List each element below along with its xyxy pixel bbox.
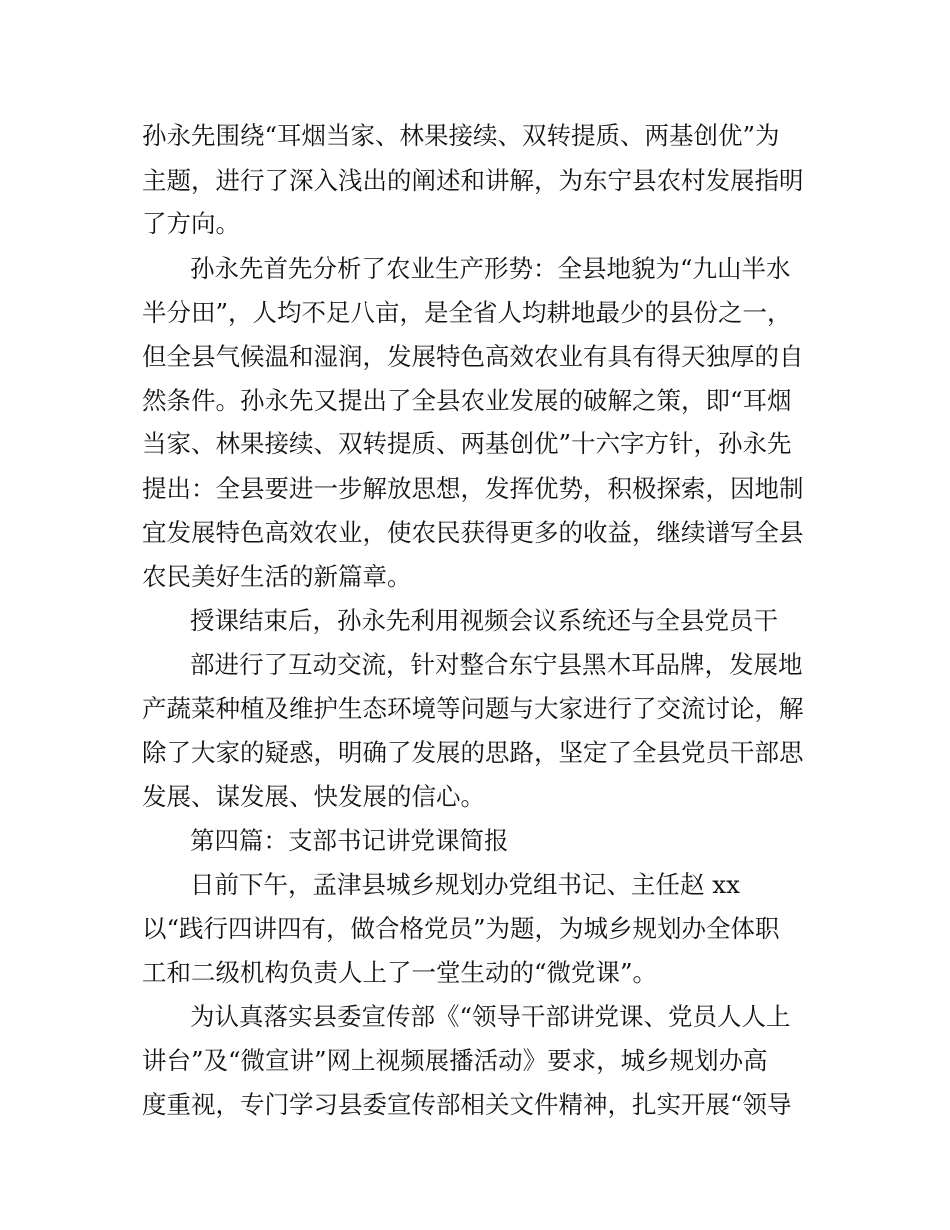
text-line: 半分田”，人均不足八亩，是全省人均耕地最少的县份之一， (142, 298, 792, 327)
text-line: 当家、林果接续、双转提质、两基创优”十六字方针，孙永先 (142, 429, 792, 458)
text-line: 提出：全县要进一步解放思想，发挥优势，积极探索，因地制 (142, 474, 804, 503)
text-line: 发展、谋发展、快发展的信心。 (142, 782, 485, 811)
text-line: 宜发展特色高效农业，使农民获得更多的收益，继续谱写全县 (142, 518, 804, 547)
text-line: 主题，进行了深入浅出的阐述和讲解，为东宁县农村发展指明 (142, 166, 804, 195)
text-line: 但全县气候温和湿润，发展特色高效农业有具有得天独厚的自 (142, 342, 804, 371)
text-line: 孙永先围绕“耳烟当家、林果接续、双转提质、两基创优”为 (142, 121, 780, 150)
text-line: 部进行了互动交流，针对整合东宁县黑木耳品牌，发展地 (190, 650, 803, 679)
text-line: 除了大家的疑惑，明确了发展的思路，坚定了全县党员干部思 (142, 738, 804, 767)
text-line: 产蔬菜种植及维护生态环境等问题与大家进行了交流讨论，解 (142, 694, 804, 723)
section-heading: 第四篇：支部书记讲党课简报 (190, 826, 509, 855)
text-line: 然条件。孙永先又提出了全县农业发展的破解之策，即“耳烟 (142, 386, 792, 415)
text-line: 为认真落实县委宣传部《“领导干部讲党课、党员人人上 (190, 1002, 791, 1031)
text-line: 以“践行四讲四有，做合格党员”为题，为城乡规划办全体职 (142, 914, 780, 943)
text-line: 工和二级机构负责人上了一堂生动的“微党课”。 (142, 958, 658, 987)
text-line: 讲台”及“微宣讲”网上视频展播活动》要求，城乡规划办高 (142, 1046, 768, 1075)
text-line: 度重视，专门学习县委宣传部相关文件精神，扎实开展“领导 (142, 1090, 792, 1119)
text-line: 日前下午，孟津县城乡规划办党组书记、主任赵 xx (190, 870, 740, 899)
text-line: 农民美好生活的新篇章。 (142, 562, 412, 591)
text-line: 孙永先首先分析了农业生产形势：全县地貌为“九山半水 (190, 254, 791, 283)
text-line: 授课结束后，孙永先利用视频会议系统还与全县党员干 (190, 606, 778, 635)
text-line: 了方向。 (142, 209, 240, 238)
